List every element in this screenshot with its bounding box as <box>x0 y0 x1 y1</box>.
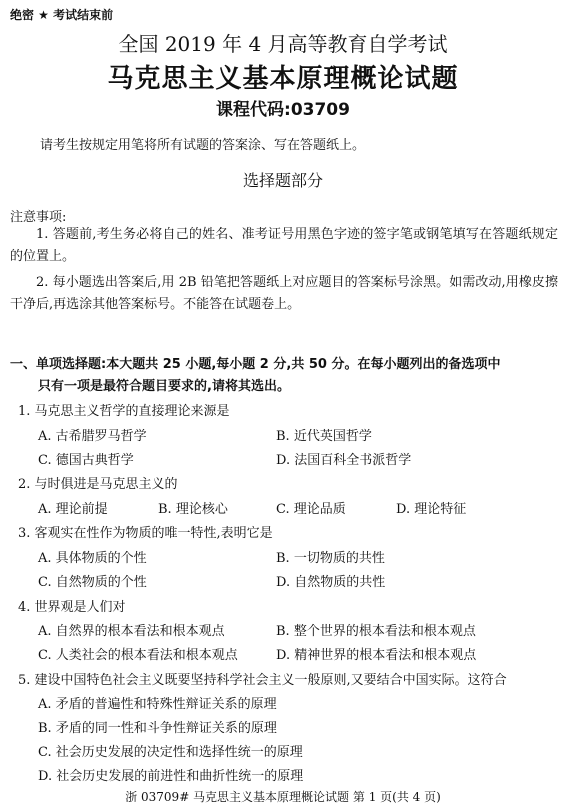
course-code: 课程代码:03709 <box>216 100 350 120</box>
confidentiality-mark: 绝密 ★ 考试结束前 <box>10 8 114 22</box>
question-option: A. 自然界的根本看法和根本观点 <box>38 624 225 639</box>
paper-title: 马克思主义基本原理概论试题 <box>107 64 459 94</box>
question-stem: 2. 与时俱进是马克思主义的 <box>18 477 178 492</box>
question-option: D. 理论特征 <box>396 502 467 517</box>
question-option: B. 整个世界的根本看法和根本观点 <box>276 624 476 639</box>
question-option: C. 人类社会的根本看法和根本观点 <box>38 648 238 663</box>
question-option: B. 一切物质的共性 <box>276 551 385 566</box>
notes-label: 注意事项: <box>10 210 67 225</box>
question-option: A. 矛盾的普遍性和特殊性辩证关系的原理 <box>38 697 277 712</box>
section-title: 选择题部分 <box>242 171 323 190</box>
question-option: D. 社会历史发展的前进性和曲折性统一的原理 <box>38 769 304 784</box>
question-option: B. 近代英国哲学 <box>276 429 372 444</box>
question-stem: 3. 客观实在性作为物质的唯一特性,表明它是 <box>18 526 273 541</box>
question-option: C. 德国古典哲学 <box>38 453 134 468</box>
question-stem: 5. 建设中国特色社会主义既要坚持科学社会主义一般原则,又要结合中国实际。这符合 <box>18 673 507 688</box>
question-stem: 4. 世界观是人们对 <box>18 600 126 615</box>
part-heading: 一、单项选择题:本大题共 25 小题,每小题 2 分,共 50 分。在每小题列出的备选项中 <box>10 357 501 372</box>
question-option: C. 理论品质 <box>276 502 346 517</box>
exam-title: 全国 2019 年 4 月高等教育自学考试 <box>118 32 448 56</box>
question-option: A. 理论前提 <box>38 502 108 517</box>
part-heading-continued: 只有一项是最符合题目要求的,请将其选出。 <box>38 379 290 394</box>
question-option: A. 古希腊罗马哲学 <box>38 429 147 444</box>
note-item: 1. 答题前,考生务必将自己的姓名、准考证号用黑色字迹的签字笔或钢笔填写在答题纸规定的位置上。 <box>10 227 558 264</box>
question-option: D. 自然物质的共性 <box>276 575 386 590</box>
question-option: B. 理论核心 <box>158 502 228 517</box>
note-item: 2. 每小题选出答案后,用 2B 铅笔把答题纸上对应题目的答案标号涂黑。如需改动,用橡皮擦干净后,再选涂其他答案标号。不能答在试题卷上。 <box>10 275 558 312</box>
general-instruction: 请考生按规定用笔将所有试题的答案涂、写在答题纸上。 <box>40 138 366 153</box>
question-option: C. 自然物质的个性 <box>38 575 147 590</box>
page-footer: 浙 03709# 马克思主义基本原理概论试题 第 1 页(共 4 页) <box>125 790 441 804</box>
question-option: C. 社会历史发展的决定性和选择性统一的原理 <box>38 745 303 760</box>
question-option: D. 法国百科全书派哲学 <box>276 453 412 468</box>
question-option: A. 具体物质的个性 <box>38 551 147 566</box>
question-stem: 1. 马克思主义哲学的直接理论来源是 <box>18 404 230 419</box>
question-option: B. 矛盾的同一性和斗争性辩证关系的原理 <box>38 721 277 736</box>
question-option: D. 精神世界的根本看法和根本观点 <box>276 648 477 663</box>
